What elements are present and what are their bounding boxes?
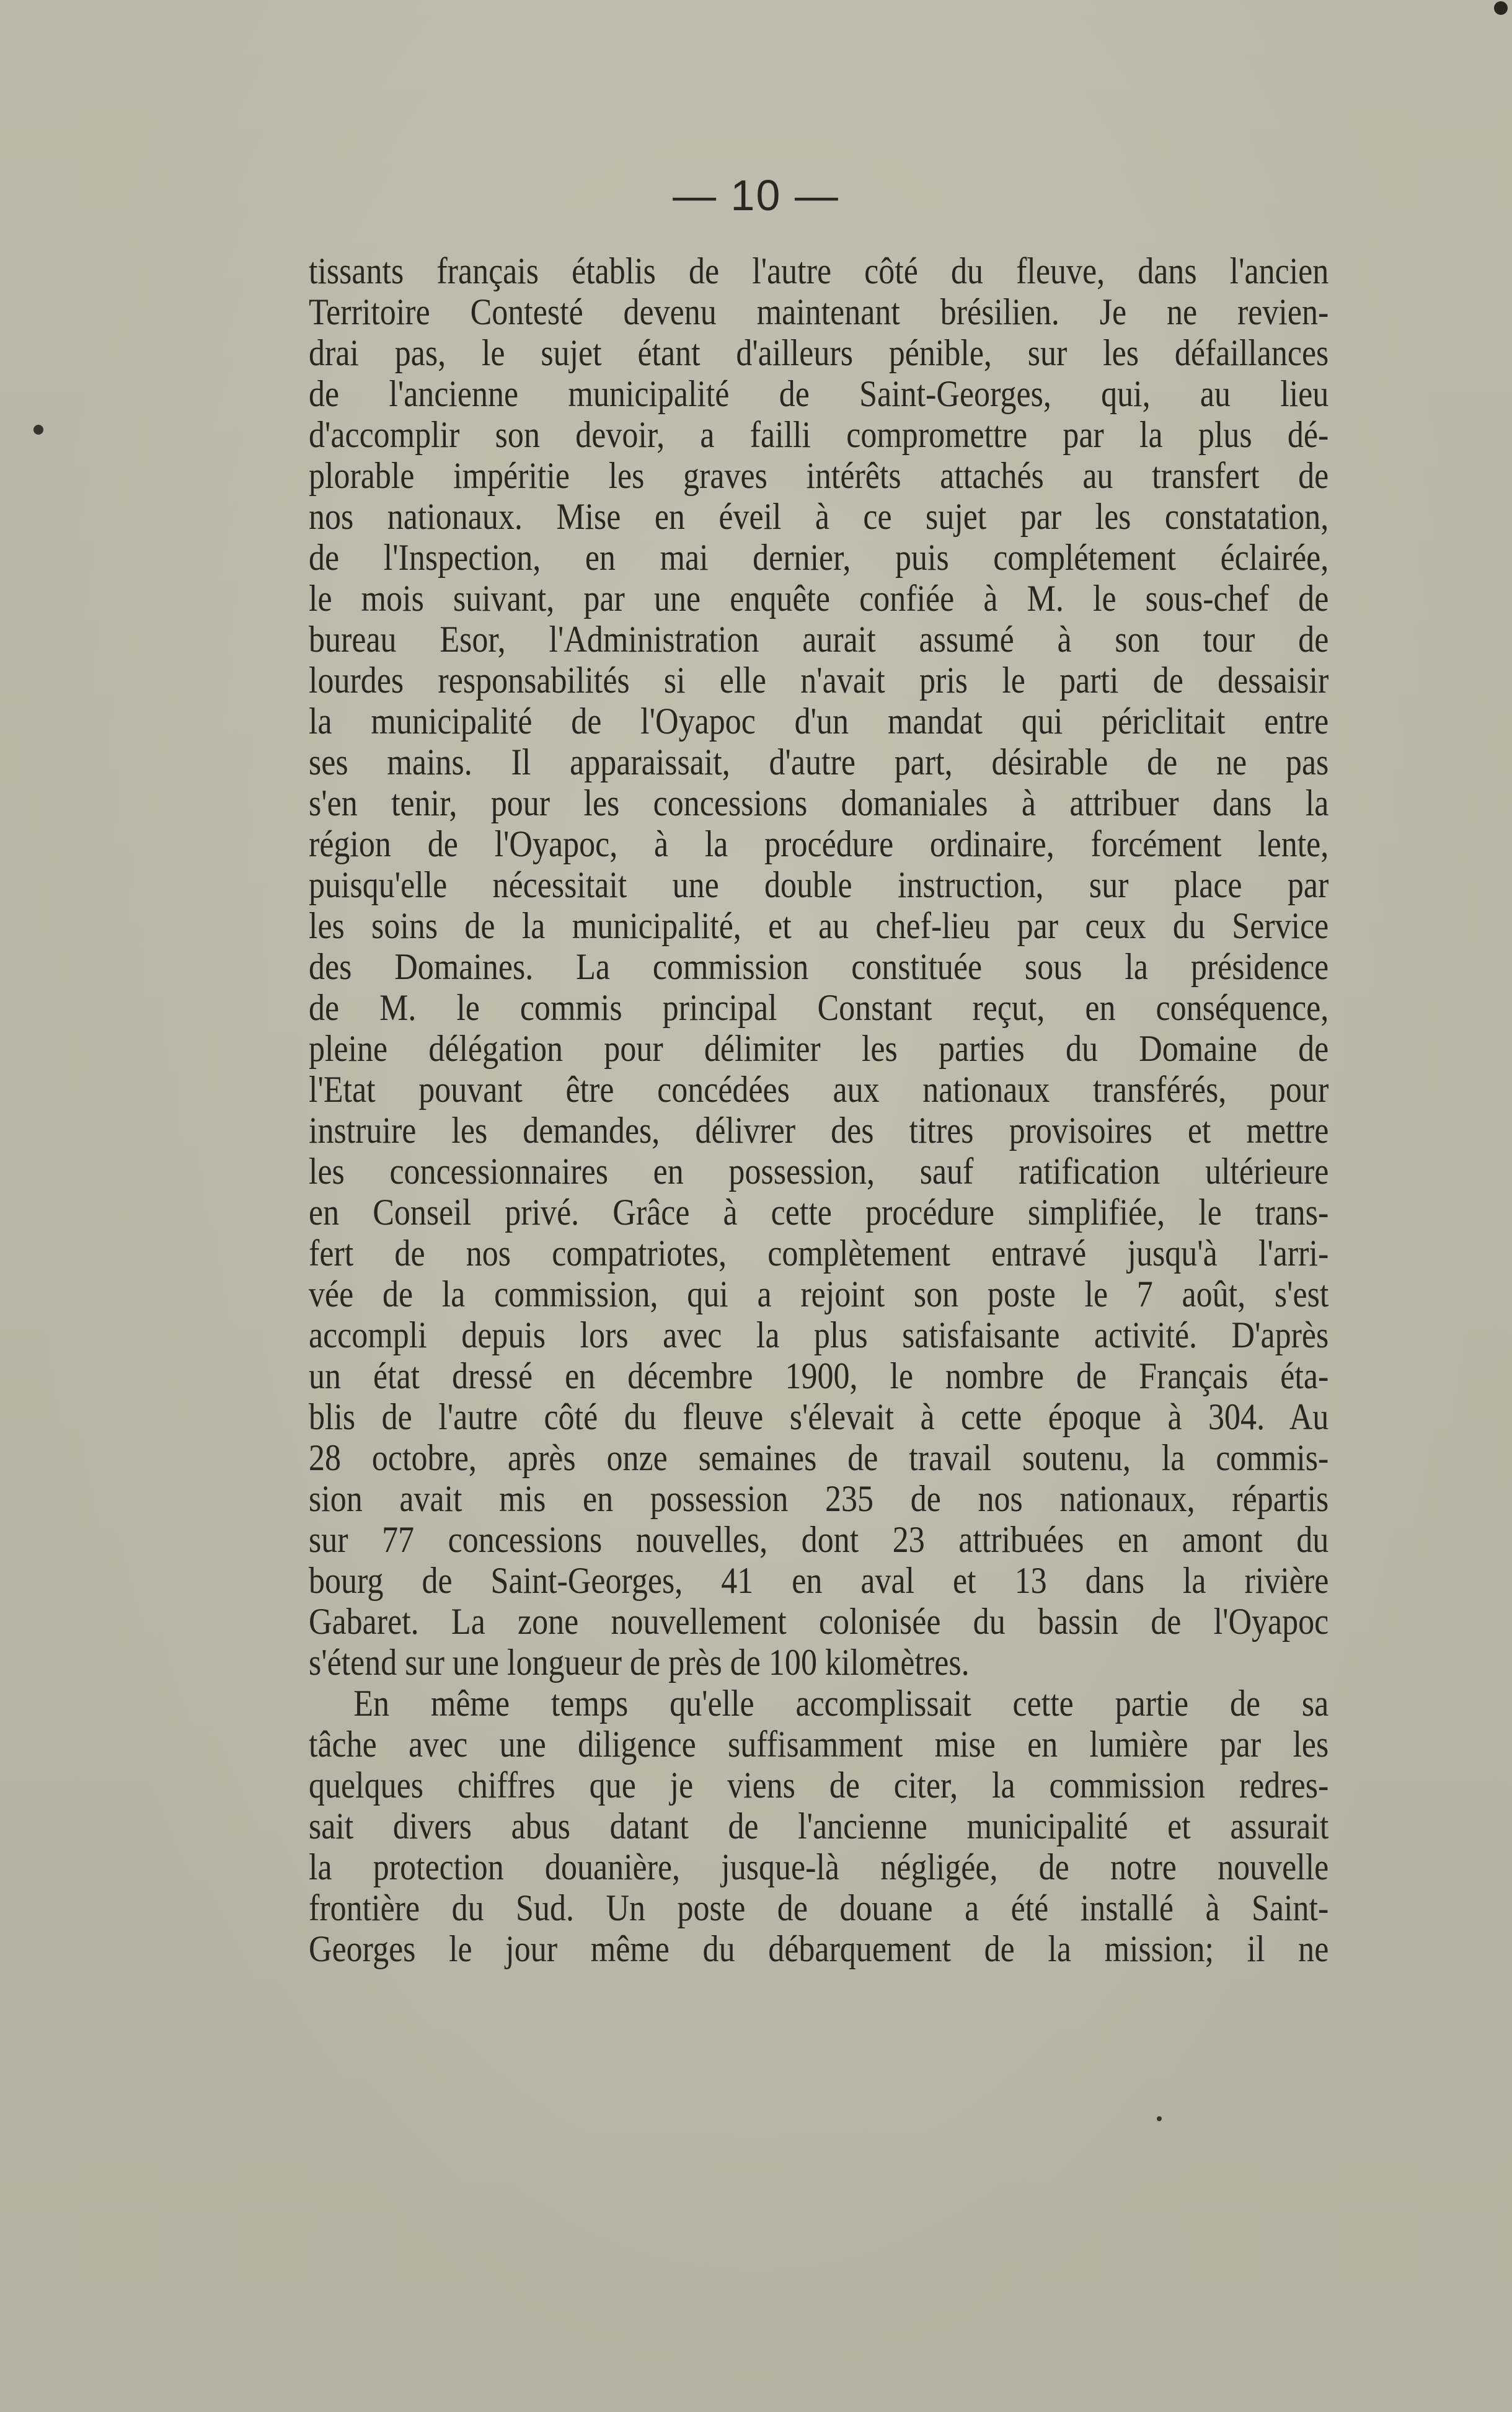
text-line: bureau Esor, l'Administration aurait assumé à son tour de <box>309 619 1329 660</box>
text-line: tâche avec une diligence suffisamment mise en lumière par les <box>309 1724 1329 1765</box>
text-line: lourdes responsabilités si elle n'avait pris le parti de dessaisir <box>309 660 1329 701</box>
text-line: vée de la commission, qui a rejoint son poste le 7 août, s'est <box>309 1274 1329 1315</box>
text-line: tissants français établis de l'autre côté du fleuve, dans l'ancien <box>309 251 1329 292</box>
text-line: sion avait mis en possession 235 de nos nationaux, répartis <box>309 1478 1329 1520</box>
text-line: Georges le jour même du débarquement de la mission; il ne <box>309 1928 1329 1970</box>
text-line: en Conseil privé. Grâce à cette procédure simplifiée, le trans- <box>309 1192 1329 1233</box>
ink-speck <box>1494 1 1508 15</box>
text-line: les concessionnaires en possession, sauf ratification ultérieure <box>309 1151 1329 1192</box>
text-line: d'accomplir son devoir, a failli compromettre par la plus dé- <box>309 414 1329 456</box>
text-line: blis de l'autre côté du fleuve s'élevait à cette époque à 304. Au <box>309 1396 1329 1438</box>
text-line: sait divers abus datant de l'ancienne municipalité et assurait <box>309 1806 1329 1847</box>
text-line: région de l'Oyapoc, à la procédure ordinaire, forcément lente, <box>309 823 1329 865</box>
text-line: nos nationaux. Mise en éveil à ce sujet par les constatation, <box>309 496 1329 538</box>
ink-speck <box>33 425 43 435</box>
text-line: des Domaines. La commission constituée sous la présidence <box>309 946 1329 988</box>
text-line: bourg de Saint-Georges, 41 en aval et 13 dans la rivière <box>309 1560 1329 1602</box>
ink-speck <box>1157 2116 1162 2121</box>
text-line: les soins de la municipalité, et au chef-lieu par ceux du Service <box>309 905 1329 947</box>
text-line: de l'ancienne municipalité de Saint-Georges, qui, au lieu <box>309 373 1329 415</box>
text-line: frontière du Sud. Un poste de douane a été installé à Saint- <box>309 1887 1329 1929</box>
text-line: fert de nos compatriotes, complètement entravé jusqu'à l'arri- <box>309 1233 1329 1274</box>
text-line: Territoire Contesté devenu maintenant brésilien. Je ne revien- <box>309 291 1329 333</box>
text-line: plorable impéritie les graves intérêts attachés au transfert de <box>309 455 1329 497</box>
text-line: la municipalité de l'Oyapoc d'un mandat qui périclitait entre <box>309 701 1329 742</box>
text-line: de l'Inspection, en mai dernier, puis complétement éclairée, <box>309 537 1329 579</box>
body-text <box>309 251 1329 1970</box>
text-line: En même temps qu'elle accomplissait cette partie de sa <box>353 1683 1329 1724</box>
text-line: quelques chiffres que je viens de citer, la commission redres- <box>309 1765 1329 1806</box>
text-line: instruire les demandes, délivrer des titres provisoires et mettre <box>309 1110 1329 1151</box>
text-line: pleine délégation pour délimiter les parties du Domaine de <box>309 1028 1329 1070</box>
page-number: — 10 — <box>673 171 839 219</box>
text-line: l'Etat pouvant être concédées aux nationaux transférés, pour <box>309 1069 1329 1111</box>
text-line: drai pas, le sujet étant d'ailleurs pénible, sur les défaillances <box>309 332 1329 374</box>
text-line: s'en tenir, pour les concessions domaniales à attribuer dans la <box>309 783 1329 824</box>
text-line: sur 77 concessions nouvelles, dont 23 attribuées en amont du <box>309 1519 1329 1561</box>
text-line: accompli depuis lors avec la plus satisfaisante activité. D'après <box>309 1315 1329 1356</box>
text-line: Gabaret. La zone nouvellement colonisée du bassin de l'Oyapoc <box>309 1601 1329 1643</box>
text-line: puisqu'elle nécessitait une double instruction, sur place par <box>309 864 1329 906</box>
text-line: le mois suivant, par une enquête confiée à M. le sous-chef de <box>309 578 1329 619</box>
text-line: 28 octobre, après onze semaines de travail soutenu, la commis- <box>309 1437 1329 1479</box>
text-line: s'étend sur une longueur de près de 100 kilomètres. <box>309 1642 970 1683</box>
text-line: un état dressé en décembre 1900, le nombre de Français éta- <box>309 1355 1329 1397</box>
text-line: de M. le commis principal Constant reçut, en conséquence, <box>309 987 1329 1029</box>
text-line: la protection douanière, jusque-là négligée, de notre nouvelle <box>309 1847 1329 1888</box>
text-line: ses mains. Il apparaissait, d'autre part, désirable de ne pas <box>309 742 1329 783</box>
